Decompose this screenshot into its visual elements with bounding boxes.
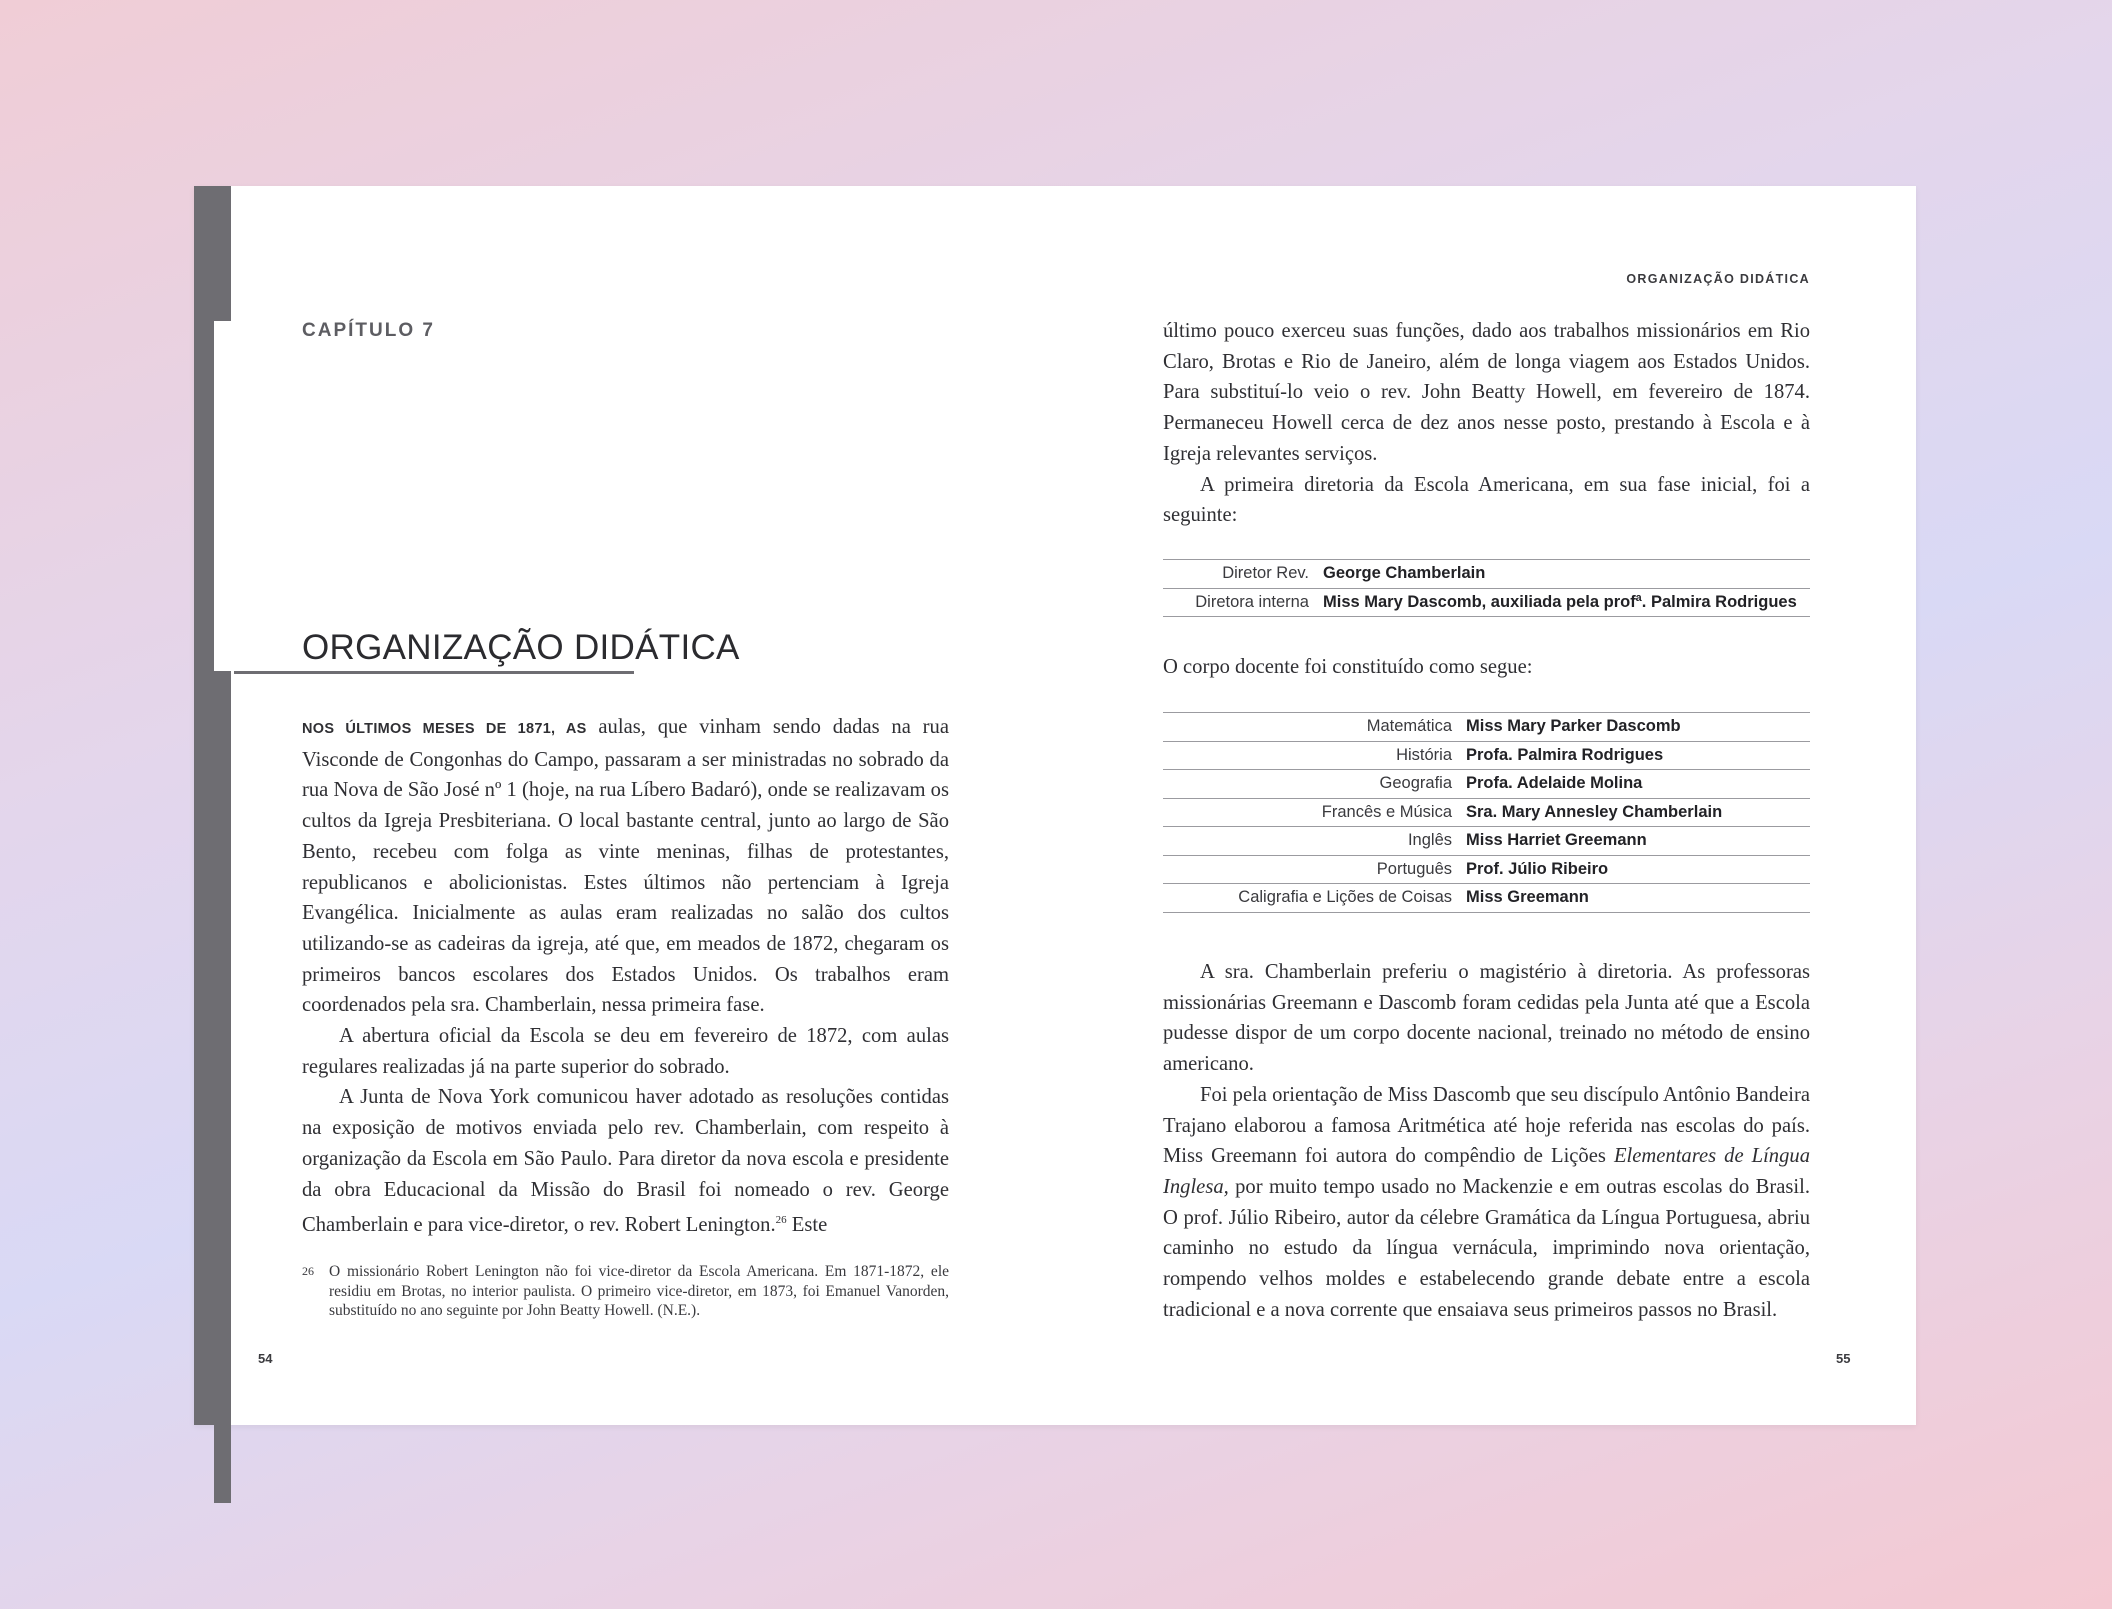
director-row [1163,560,1810,589]
faculty-role: Geografia [1163,770,1466,799]
faculty-name: Profa. Adelaide Molina [1466,770,1810,799]
directors-table [1163,559,1810,617]
faculty-row [1163,827,1810,856]
faculty-name: Miss Greemann [1466,884,1810,913]
page-number-left: 54 [258,1351,273,1366]
director-row [1163,588,1810,617]
chapter-label: CAPÍTULO 7 [302,320,435,341]
paragraph: A abertura oficial da Escola se deu em fevereiro de 1872, com aulas regulares realizadas já na parte superior do sobrado. [302,1025,949,1078]
faculty-name: Miss Mary Parker Dascomb [1466,713,1810,742]
faculty-role: Português [1163,855,1466,884]
lead-in: NOS ÚLTIMOS MESES DE 1871, AS [302,721,587,737]
faculty-row [1163,855,1810,884]
paragraph: A primeira diretoria da Escola Americana, em sua fase inicial, foi a seguinte: [1163,473,1810,527]
director-role: Diretor Rev. [1163,560,1323,589]
running-head: ORGANIZAÇÃO DIDÁTICA [1626,272,1810,286]
faculty-name: Profa. Palmira Rodrigues [1466,741,1810,770]
faculty-role: História [1163,741,1466,770]
footnote-number: 26 [302,1264,314,1278]
paragraph-text: A Junta de Nova York comunicou haver adotado as resoluções contidas na exposição de motivos enviada pelo rev. Chamberlain, com respeito à organização da Escola em São Paulo. Para diretor da nova escola e presidente da obra Educacional da Missão do Brasil foi nomeado o rev. George Chamberlain e para vice-diretor, o rev. Robert Lenington. [302,1086,949,1237]
paragraph [302,1082,949,1240]
faculty-name: Sra. Mary Annesley Chamberlain [1466,798,1810,827]
faculty-table [1163,712,1810,913]
right-page-body-bottom [1163,957,1810,1325]
faculty-row [1163,713,1810,742]
footnote-reference: 26 [775,1214,787,1227]
paragraph-text: por muito tempo usado no Mackenzie e em outras escolas do Brasil. O prof. Júlio Ribeiro, autor da célebre Gramática da Língua Portuguesa, abriu caminho no estudo da língua vernácula, imprimindo nova orientação, rompendo velhos moldes e estabelecendo grande debate entre a escola tradicional e a nova corrente que ensaiava seus primeiros passos no Brasil. [1163,1175,1810,1321]
faculty-role: Francês e Música [1163,798,1466,827]
paragraph [1163,1080,1810,1326]
paragraph [302,712,949,1021]
faculty-name: Miss Harriet Greemann [1466,827,1810,856]
left-page-body [302,712,949,1241]
footnote [302,1262,949,1321]
faculty-role: Inglês [1163,827,1466,856]
title-underline [234,671,634,674]
director-role: Diretora interna [1163,588,1323,617]
faculty-role: Matemática [1163,713,1466,742]
paragraph: último pouco exerceu suas funções, dado aos trabalhos missionários em Rio Claro, Brotas e Rio de Janeiro, além de longa viagem aos Estados Unidos. Para substituí-lo veio o rev. John Beatty Howell, em fevereiro de 1874. Permaneceu Howell cerca de dez anos nesse posto, prestando à Escola e à Igreja relevantes serviços. [1163,320,1810,465]
spine-bar [194,186,214,1425]
faculty-role: Caligrafia e Lições de Coisas [1163,884,1466,913]
footnote-text: O missionário Robert Lenington não foi vice-diretor da Escola Americana. Em 1871-1872, ele residiu em Brotas, no interior paulista. O primeiro vice-diretor, em 1873, foi Emanuel Vanorden, substituído no ano seguinte por John Beatty Howell. (N.E.). [329,1263,949,1320]
paragraph-text: Este [786,1214,828,1237]
book-spread [194,186,1916,1425]
paragraph-text: Foi pela orientação de Miss Dascomb que seu discípulo Antônio Bandeira Trajano elaborou a famosa Aritmética até hoje referida nas escolas do país. Miss Greemann foi autora do compêndio de Lições [1163,1083,1810,1168]
book-title-italic: Elementares de Língua Inglesa, [1163,1145,1810,1198]
chapter-title: ORGANIZAÇÃO DIDÁTICA [302,628,740,667]
faculty-row [1163,741,1810,770]
left-margin-bar-top [214,186,231,321]
paragraph-text: aulas, que vinham sendo dadas na rua Visconde de Congonhas do Campo, passaram a ser ministradas no sobrado da rua Nova de São José nº 1 (hoje, na rua Líbero Badaró), onde se realizavam os cultos da Igreja Presbiteriana. O local bastante central, junto ao largo de São Bento, recebeu com folga as vinte meninas, filhas de protestantes, republicanos e abolicionistas. Estes últimos não pertenciam à Igreja Evangélica. Inicialmente as aulas eram realizadas no salão dos cultos utilizando-se as cadeiras da igreja, até que, em meados de 1872, chegaram os primeiros bancos escolares dos Estados Unidos. Os trabalhos eram coordenados pela sra. Chamberlain, nessa primeira fase. [302,716,949,1017]
director-name: George Chamberlain [1323,560,1810,589]
paragraph: A sra. Chamberlain preferiu o magistério à diretoria. As professoras missionárias Greemann e Dascomb foram cedidas pela Junta até que a Escola pudesse dispor de um corpo docente nacional, treinado no método de ensino americano. [1163,961,1810,1076]
faculty-intro: O corpo docente foi constituído como segue: [1163,656,1533,678]
faculty-row [1163,770,1810,799]
faculty-row [1163,884,1810,913]
left-margin-bar-bottom [214,671,231,1503]
faculty-name: Prof. Júlio Ribeiro [1466,855,1810,884]
faculty-row [1163,798,1810,827]
right-page-body-top [1163,316,1810,531]
page-number-right: 55 [1836,1351,1851,1366]
director-name: Miss Mary Dascomb, auxiliada pela profª. Palmira Rodrigues [1323,588,1810,617]
